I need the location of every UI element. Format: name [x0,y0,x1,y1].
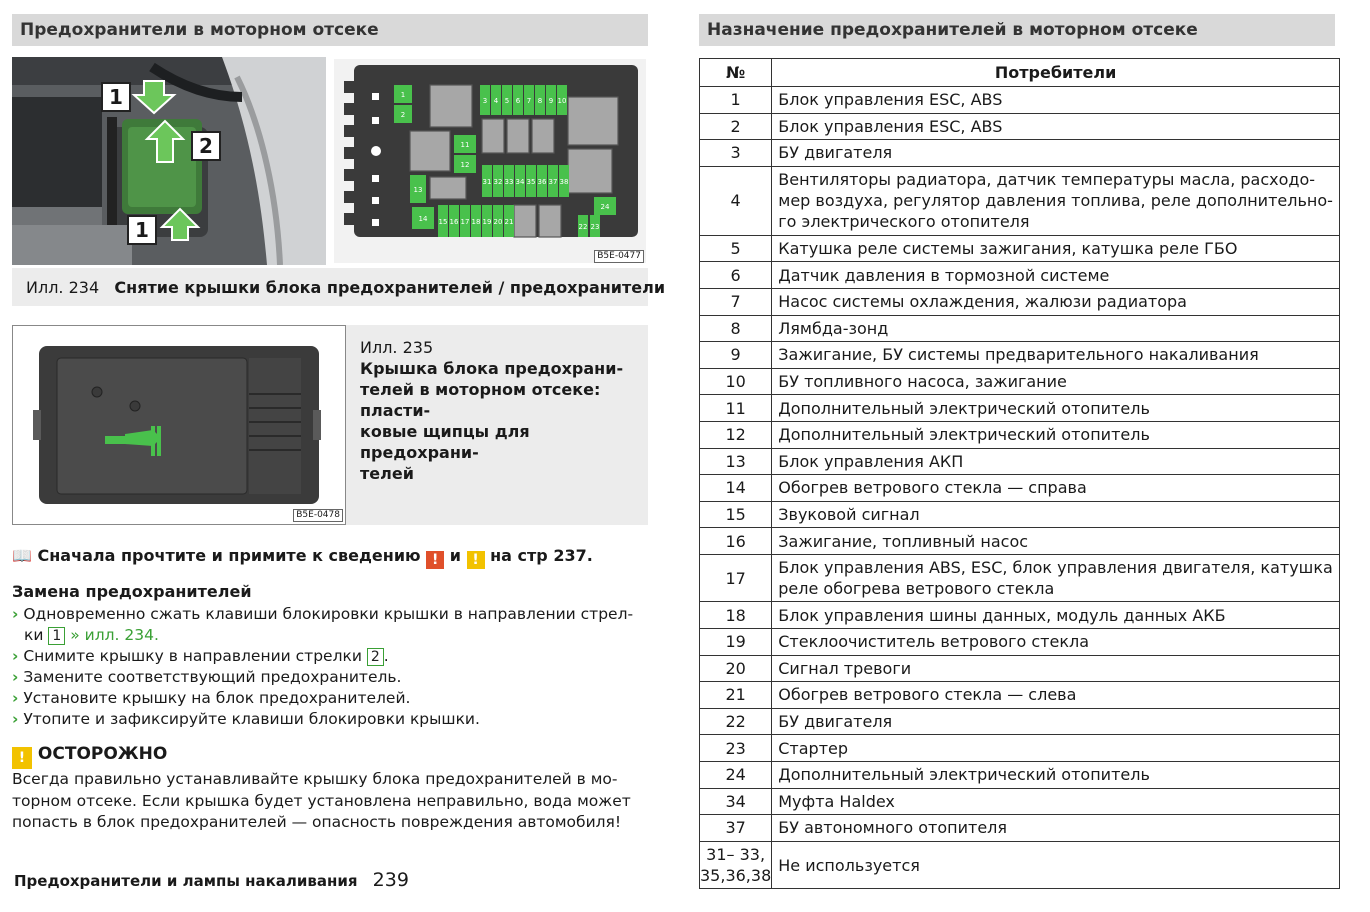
fuse-label: 20 [493,218,503,226]
fuse-number-cell: 23 [700,735,772,762]
consumer-line: Дополнительный электрический отопитель [778,765,1150,785]
consumer-cell [772,602,1340,629]
table-row [700,655,1340,682]
fuse-number-cell: 21 [700,682,772,709]
footer-text: Предохранители и лампы накаливания [14,872,358,890]
figure-234 [12,57,648,265]
figure-235-label: Илл. 235 [360,338,434,357]
fuse-label: 38 [559,178,569,186]
steps-list [12,604,652,730]
consumer-line: БУ автономного отопителя [778,818,1008,838]
consumer-cell [772,262,1340,289]
consumer-line: Звуковой сигнал [778,505,920,525]
figure-234-label: Илл. 234 [26,278,100,297]
read-note-and: и [449,546,461,565]
fuse-table [699,58,1340,889]
consumer-line: БУ топливного насоса, зажигание [778,372,1067,392]
table-row [700,788,1340,815]
consumer-cell [772,166,1340,235]
consumer-cell [772,235,1340,262]
fuse-number-cell: 15 [700,501,772,528]
fuse-label: 22 [578,223,588,231]
consumer-line: Лямбда-зонд [778,318,889,338]
fuse-label: 15 [438,218,448,226]
table-row [700,554,1340,602]
fuse-box-drawing [334,59,646,263]
table-row [700,629,1340,656]
consumer-line: Стартер [778,738,849,758]
read-note-text: Сначала прочтите и примите к сведению [37,546,421,565]
fuse-label: 8 [537,97,543,105]
consumer-cell [772,788,1340,815]
engine-bay-photo [12,57,326,265]
consumer-cell [772,395,1340,422]
fuse-label: 17 [460,218,470,226]
fuse-number-cell: 37 [700,815,772,842]
caution-icon: ! [12,747,32,769]
consumer-cell [772,761,1340,788]
step-5: › Утопите и зафиксируйте клавиши блокировки крышки. [12,710,480,728]
caution-title-row [12,743,167,769]
consumer-line: Дополнительный электрический отопитель [778,398,1150,418]
fuse-label: 7 [526,97,532,105]
fuse-number-cell: 20 [700,655,772,682]
consumer-line: Блок управления ESC, ABS [778,90,1003,110]
fuse-label: 23 [590,223,600,231]
consumer-cell [772,554,1340,602]
consumer-line: Стеклоочиститель ветрового стекла [778,632,1090,652]
fuse-number-cell: 12 [700,421,772,448]
section-title: Замена предохранителей [12,582,252,601]
caution-text: Всегда правильно устанавливайте крышку блока предохранителей в мо- торном отсеке. Если крышка будет установлена неправильно, вода может попасть в блок предохранителей — опасность повреждения автомобиля! [12,770,631,831]
consumer-cell [772,475,1340,502]
fuse-number-cell: 6 [700,262,772,289]
step-3: › Замените соответствующий предохранитель. [12,668,402,686]
consumer-cell [772,448,1340,475]
fuse-number-cell: 4 [700,166,772,235]
consumer-cell [772,815,1340,842]
figure-235-code: B5E-0478 [293,509,343,522]
fuse-label: 2 [400,111,406,119]
table-row [700,87,1340,114]
table-row [700,113,1340,140]
fuse-label: 24 [600,203,610,211]
table-row [700,841,1340,889]
consumer-line: Сигнал тревоги [778,658,912,678]
callout-2: 2 [191,131,221,161]
fuse-label: 1 [400,91,406,99]
book-icon: 📖 [12,546,32,565]
consumer-line: Блок управления ABS, ESC, блок управления двигателя, катушка [778,558,1333,578]
consumer-line: Не используется [778,855,920,875]
consumer-line: реле обогрева ветрового стекла [778,579,1055,599]
fuse-box-diagram [334,59,646,263]
table-row [700,815,1340,842]
consumer-line: БУ двигателя [778,712,893,732]
step-1-cont: ки 1 » илл. 234. [24,626,159,644]
table-row [700,708,1340,735]
fuse-label: 9 [548,97,554,105]
warning-yellow-icon: ! [467,551,485,569]
table-row [700,288,1340,315]
fuse-number-cell: 18 [700,602,772,629]
fuse-number-cell: 8 [700,315,772,342]
fuse-label: 5 [504,97,510,105]
fuse-label: 36 [537,178,547,186]
consumer-cell [772,708,1340,735]
step-4: › Установите крышку на блок предохранителей. [12,689,411,707]
table-row [700,528,1340,555]
consumer-cell [772,342,1340,369]
consumer-line: Обогрев ветрового стекла — слева [778,685,1077,705]
consumer-cell [772,501,1340,528]
consumer-line: БУ двигателя [778,143,893,163]
table-row [700,368,1340,395]
table-row [700,166,1340,235]
fuse-number-cell: 5 [700,235,772,262]
consumer-cell [772,528,1340,555]
page-footer [14,869,409,891]
step-1-box: 1 [48,627,65,645]
consumer-cell [772,368,1340,395]
fuse-number-cell: 14 [700,475,772,502]
table-header-row [700,59,1340,87]
fuse-label: 33 [504,178,514,186]
table-row [700,395,1340,422]
fuse-label: 14 [418,215,428,223]
table-row [700,735,1340,762]
fuse-number-cell: 16 [700,528,772,555]
callout-1b: 1 [127,215,157,245]
fuse-label: 13 [413,186,423,194]
step-1: › Одновременно сжать клавиши блокировки крышки в направлении стрел- [12,605,634,623]
consumer-cell [772,421,1340,448]
fuse-label: 10 [557,97,567,105]
consumer-line: мер воздуха, регулятор давления топлива, реле дополнительно- [778,191,1333,211]
consumer-line: го электрического отопителя [778,212,1030,232]
table-row [700,501,1340,528]
figure-235 [12,325,346,525]
fuse-label: 16 [449,218,459,226]
fuse-label: 32 [493,178,503,186]
fuse-label: 19 [482,218,492,226]
consumer-line: Датчик давления в тормозной системе [778,265,1110,285]
table-row [700,448,1340,475]
figure-234-caption [12,268,666,306]
fuse-label: 6 [515,97,521,105]
table-row [700,475,1340,502]
read-note [12,545,593,569]
fuse-number-cell: 7 [700,288,772,315]
fuse-number-cell: 34 [700,788,772,815]
fuse-number-cell: 24 [700,761,772,788]
consumer-cell [772,288,1340,315]
consumer-cell [772,841,1340,889]
fuse-label: 12 [460,161,470,169]
left-section-header: Предохранители в моторном отсеке [12,14,648,46]
table-row [700,315,1340,342]
consumer-line: Зажигание, топливный насос [778,531,1029,551]
read-note-page: на стр 237. [490,546,593,565]
table-row [700,602,1340,629]
consumer-cell [772,735,1340,762]
figure-235-title: Крышка блока предохрани- телей в моторном отсеке: пласти- ковые щипцы для предохрани- телей [360,359,624,483]
consumer-line: Катушка реле системы зажигания, катушка реле ГБО [778,239,1238,259]
fuse-number-cell: 13 [700,448,772,475]
table-row [700,761,1340,788]
page-number: 239 [372,869,409,891]
consumer-line: Блок управления ESC, ABS [778,116,1003,136]
col-no-header: № [700,59,772,87]
fuse-label: 35 [526,178,536,186]
consumer-line: Насос системы охлаждения, жалюзи радиатора [778,292,1187,312]
consumer-line: Блок управления АКП [778,451,964,471]
figure-234-title: Снятие крышки блока предохранителей / предохранители [114,278,666,297]
fuse-number-cell: 3 [700,140,772,167]
col-consumers-header: Потребители [772,59,1340,87]
fuse-number-cell: 1 [700,87,772,114]
fuse-number-cell: 31– 33, 35,36,38 [700,841,772,889]
right-section-header: Назначение предохранителей в моторном отсеке [699,14,1335,46]
table-row [700,421,1340,448]
fuse-number-cell: 10 [700,368,772,395]
fuse-number-cell: 19 [700,629,772,656]
consumer-cell [772,140,1340,167]
figure-234-code: B5E-0477 [594,250,644,263]
fuse-label: 18 [471,218,481,226]
consumer-line: Дополнительный электрический отопитель [778,425,1150,445]
fuse-label: 3 [482,97,488,105]
consumer-cell [772,655,1340,682]
step-2: › Снимите крышку в направлении стрелки 2 . [12,647,389,665]
table-row [700,262,1340,289]
fuse-label: 4 [493,97,499,105]
consumer-line: Обогрев ветрового стекла — справа [778,478,1087,498]
fuse-label: 31 [482,178,492,186]
fuse-cover-drawing [13,326,344,523]
caution-title: ОСТОРОЖНО [37,744,168,764]
consumer-cell [772,87,1340,114]
fuse-label: 21 [504,218,514,226]
consumer-cell [772,629,1340,656]
fuse-label: 37 [548,178,558,186]
table-row [700,140,1340,167]
warning-red-icon: ! [426,551,444,569]
fuse-number-cell: 17 [700,554,772,602]
table-row [700,342,1340,369]
callout-1a: 1 [101,82,131,112]
table-row [700,682,1340,709]
consumer-line: Муфта Haldex [778,791,895,811]
fuse-number-cell: 9 [700,342,772,369]
fuse-label: 34 [515,178,525,186]
figure-235-caption [346,325,648,525]
consumer-cell [772,315,1340,342]
fuse-number-cell: 22 [700,708,772,735]
consumer-cell [772,113,1340,140]
consumer-line: Блок управления шины данных, модуль данных АКБ [778,605,1226,625]
table-row [700,235,1340,262]
consumer-line: Зажигание, БУ системы предварительного накаливания [778,345,1259,365]
fuse-number-cell: 2 [700,113,772,140]
step-2-box: 2 [367,648,384,666]
consumer-cell [772,682,1340,709]
fuse-number-cell: 11 [700,395,772,422]
consumer-line: Вентиляторы радиатора, датчик температуры масла, расходо- [778,170,1316,190]
step-1-ref[interactable]: » илл. 234. [70,626,159,644]
fuse-label: 11 [460,141,470,149]
